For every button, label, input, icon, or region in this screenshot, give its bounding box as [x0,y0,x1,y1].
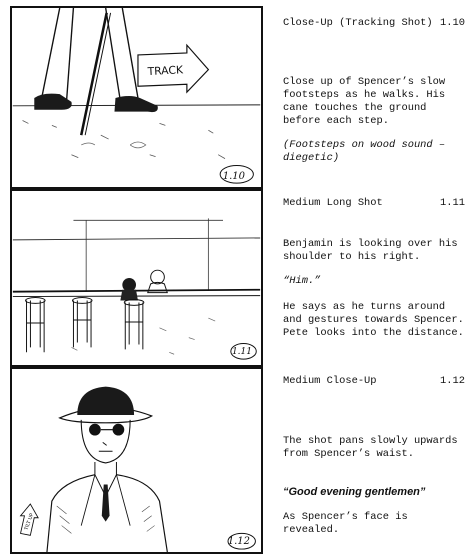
shot-type: Medium Close-Up [283,375,377,387]
shot-number: 1.11 [440,197,465,209]
action-note: He says as he turns around and gestures towards Spencer. Pete looks into the distance. [283,301,464,339]
dialogue: “Good evening gentlemen” [283,486,426,498]
storyboard-frame-2 [10,189,263,367]
shot-description: The shot pans slowly upwards from Spencer’s waist. [283,435,458,460]
action-note: As Spencer’s face is revealed. [283,511,408,536]
shot-number: 1.12 [440,375,465,387]
shot-description: Benjamin is looking over his shoulder to his right. [283,238,458,263]
shot-type: Close-Up (Tracking Shot) [283,17,433,29]
shot-description: Close up of Spencer’s slow footsteps as he walks. His cane touches the ground before each step. [283,76,446,127]
tilt-up-label: TILT UP [23,512,36,532]
frame-2-drawing [12,191,261,365]
shot-heading-3 [283,375,465,388]
panel-number: 1.12 [227,536,250,547]
panel-number: 1.10 [222,171,245,182]
sound-note: (Footsteps on wood sound – diegetic) [283,139,446,164]
shot-heading-2 [283,197,465,210]
frame-1-drawing [12,8,261,187]
panel-number: 1.11 [231,347,252,357]
dialogue: “Him.” [283,275,321,287]
storyboard-frame-3 [10,367,263,554]
storyboard-frame-1 [10,6,263,189]
shot-number: 1.10 [440,17,465,29]
track-label: TRACK [147,63,184,79]
shot-heading-1 [283,17,465,30]
frame-3-drawing [12,369,261,552]
shot-type: Medium Long Shot [283,197,383,209]
